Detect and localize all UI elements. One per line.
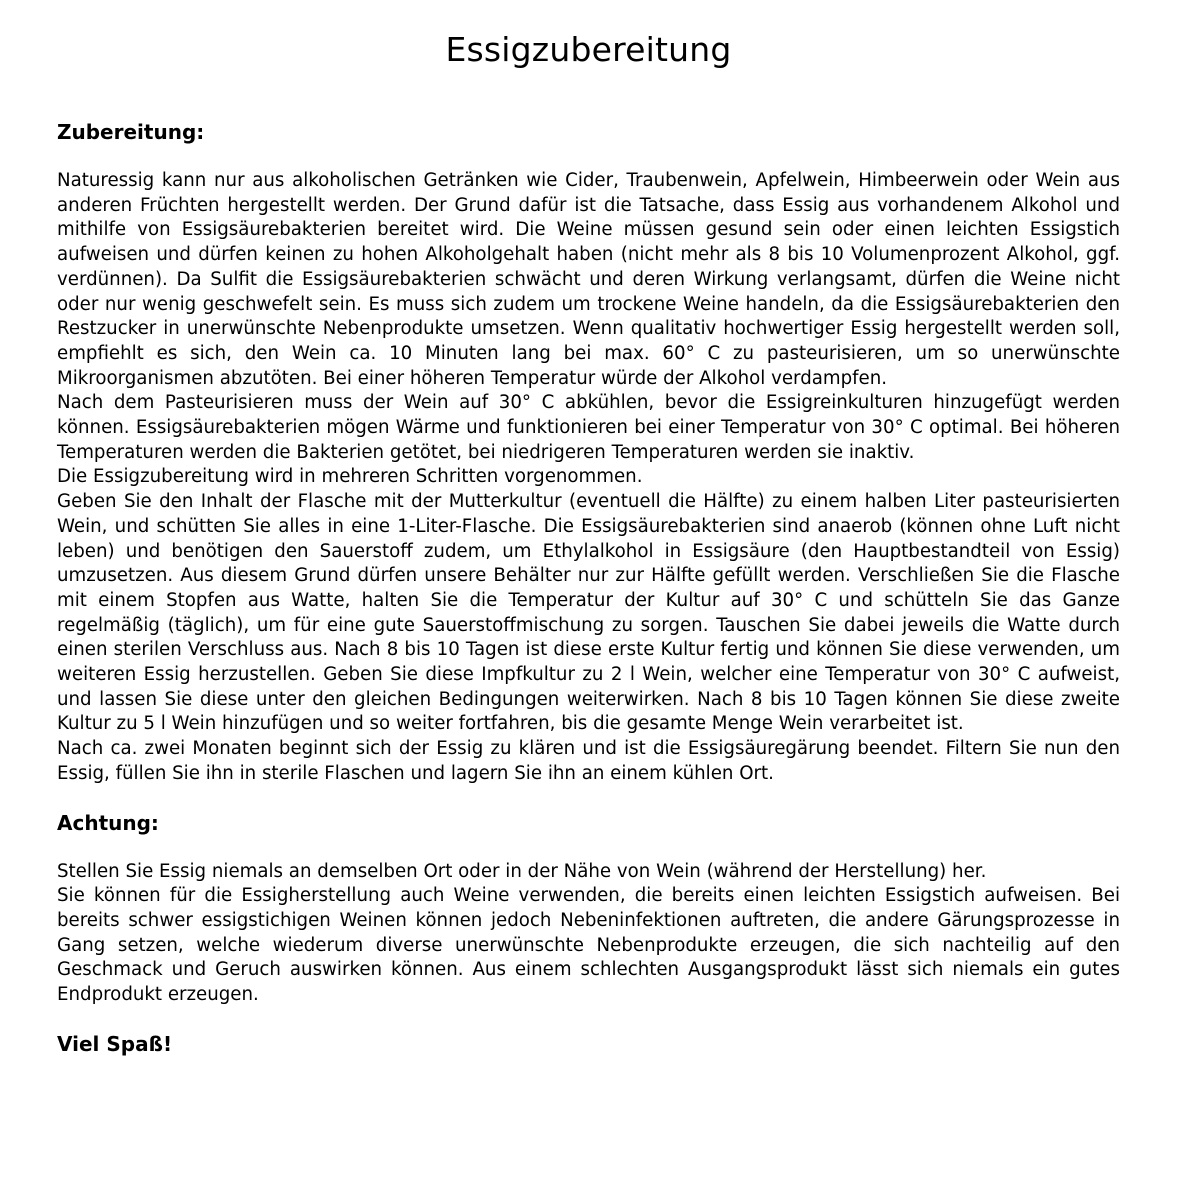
page-title: Essigzubereitung (445, 30, 732, 69)
paragraph: Naturessig kann nur aus alkoholischen Getränken wie Cider, Traubenwein, Apfelwein, Himbeerwein oder Wein aus anderen Früchten hergestellt werden. Der Grund dafür ist die Tatsache, dass Essig aus vorhandenem Alkohol und mithilfe von Essigsäurebakterien bereitet wird. Die Weine müssen gesund sein oder einen leichten Essigstich aufweisen und dürfen keinen zu hohen Alkoholgehalt haben (nicht mehr als 8 bis 10 Volumenprozent Alkohol, ggf. verdünnen). Da Sulfit die Essigsäurebakterien schwächt und deren Wirkung verlangsamt, dürfen die Weine nicht oder nur wenig geschwefelt sein. Es muss sich zudem um trockene Weine handeln, da die Essigsäurebakterien den Restzucker in unerwünschte Nebenprodukte umsetzen. Wenn qualitativ hochwertiger Essig hergestellt werden soll, empfiehlt es sich, den Wein ca. 10 Minuten lang bei max. 60° C zu pasteurisieren, um so unerwünschte Mikroorganismen abzutöten. Bei einer höheren Temperatur würde der Alkohol verdampfen. (57, 170, 1120, 389)
paragraph: Nach ca. zwei Monaten beginnt sich der Essig zu klären und ist die Essigsäuregärung beendet. Filtern Sie nun den Essig, füllen Sie ihn in sterile Flaschen und lagern Sie ihn an einem kühlen Ort. (57, 738, 1120, 784)
section-heading-zubereitung: Zubereitung: (57, 120, 205, 144)
paragraph: Sie können für die Essigherstellung auch Weine verwenden, die bereits einen leichten Essigstich aufweisen. Bei bereits schwer essigstichigen Weinen können jedoch Nebeninfektionen auftreten, die andere Gärungsprozesse in Gang setzen, welche wiederum diverse unerwünschte Nebenprodukte erzeugen, die sich nachteilig auf den Geschmack und Geruch auswirken können. Aus einem schlechten Ausgangsprodukt lässt sich niemals ein gutes Endprodukt erzeugen. (57, 885, 1120, 1006)
paragraph: Geben Sie den Inhalt der Flasche mit der Mutterkultur (eventuell die Hälfte) zu einem halben Liter pasteurisierten Wein, und schütten Sie alles in eine 1-Liter-Flasche. Die Essigsäurebakterien sind anaerob (können ohne Luft nicht leben) und benötigen den Sauerstoff zudem, um Ethylalkohol in Essigsäure (den Hauptbestandteil von Essig) umzusetzen. Aus diesem Grund dürfen unsere Behälter nur zur Hälfte gefüllt werden. Verschließen Sie die Flasche mit einem Stopfen aus Watte, halten Sie die Temperatur der Kultur auf 30° C und schütteln Sie das Ganze regelmäßig (täglich), um für eine gute Sauerstoffmischung zu sorgen. Tauschen Sie dabei jeweils die Watte durch einen sterilen Verschluss aus. Nach 8 bis 10 Tagen ist diese erste Kultur fertig und können Sie diese verwenden, um weiteren Essig herzustellen. Geben Sie diese Impfkultur zu 2 l Wein, welcher eine Temperatur von 30° C aufweist, und lassen Sie diese unter den gleichen Bedingungen weiterwirken. Nach 8 bis 10 Tagen können Sie diese zweite Kultur zu 5 l Wein hinzufügen und so weiter fortfahren, bis die gesamte Menge Wein verarbeitet ist. (57, 491, 1120, 735)
section-body-zubereitung (57, 169, 1120, 787)
section-body-achtung (57, 860, 1120, 1008)
paragraph: Die Essigzubereitung wird in mehreren Schritten vorgenommen. (57, 466, 643, 488)
document-page (57, 0, 1120, 1057)
paragraph: Nach dem Pasteurisieren muss der Wein auf 30° C abkühlen, bevor die Essigreinkulturen hinzugefügt werden können. Essigsäurebakterien mögen Wärme und funktionieren bei einer Temperatur von 30° C optimal. Bei höheren Temperaturen werden die Bakterien getötet, bei niedrigeren Temperaturen werden sie inaktiv. (57, 392, 1120, 463)
paragraph: Stellen Sie Essig niemals an demselben Ort oder in der Nähe von Wein (während der Herstellung) her. (57, 860, 987, 882)
closing-line: Viel Spaß! (57, 1031, 173, 1056)
section-heading-achtung: Achtung: (57, 810, 159, 835)
